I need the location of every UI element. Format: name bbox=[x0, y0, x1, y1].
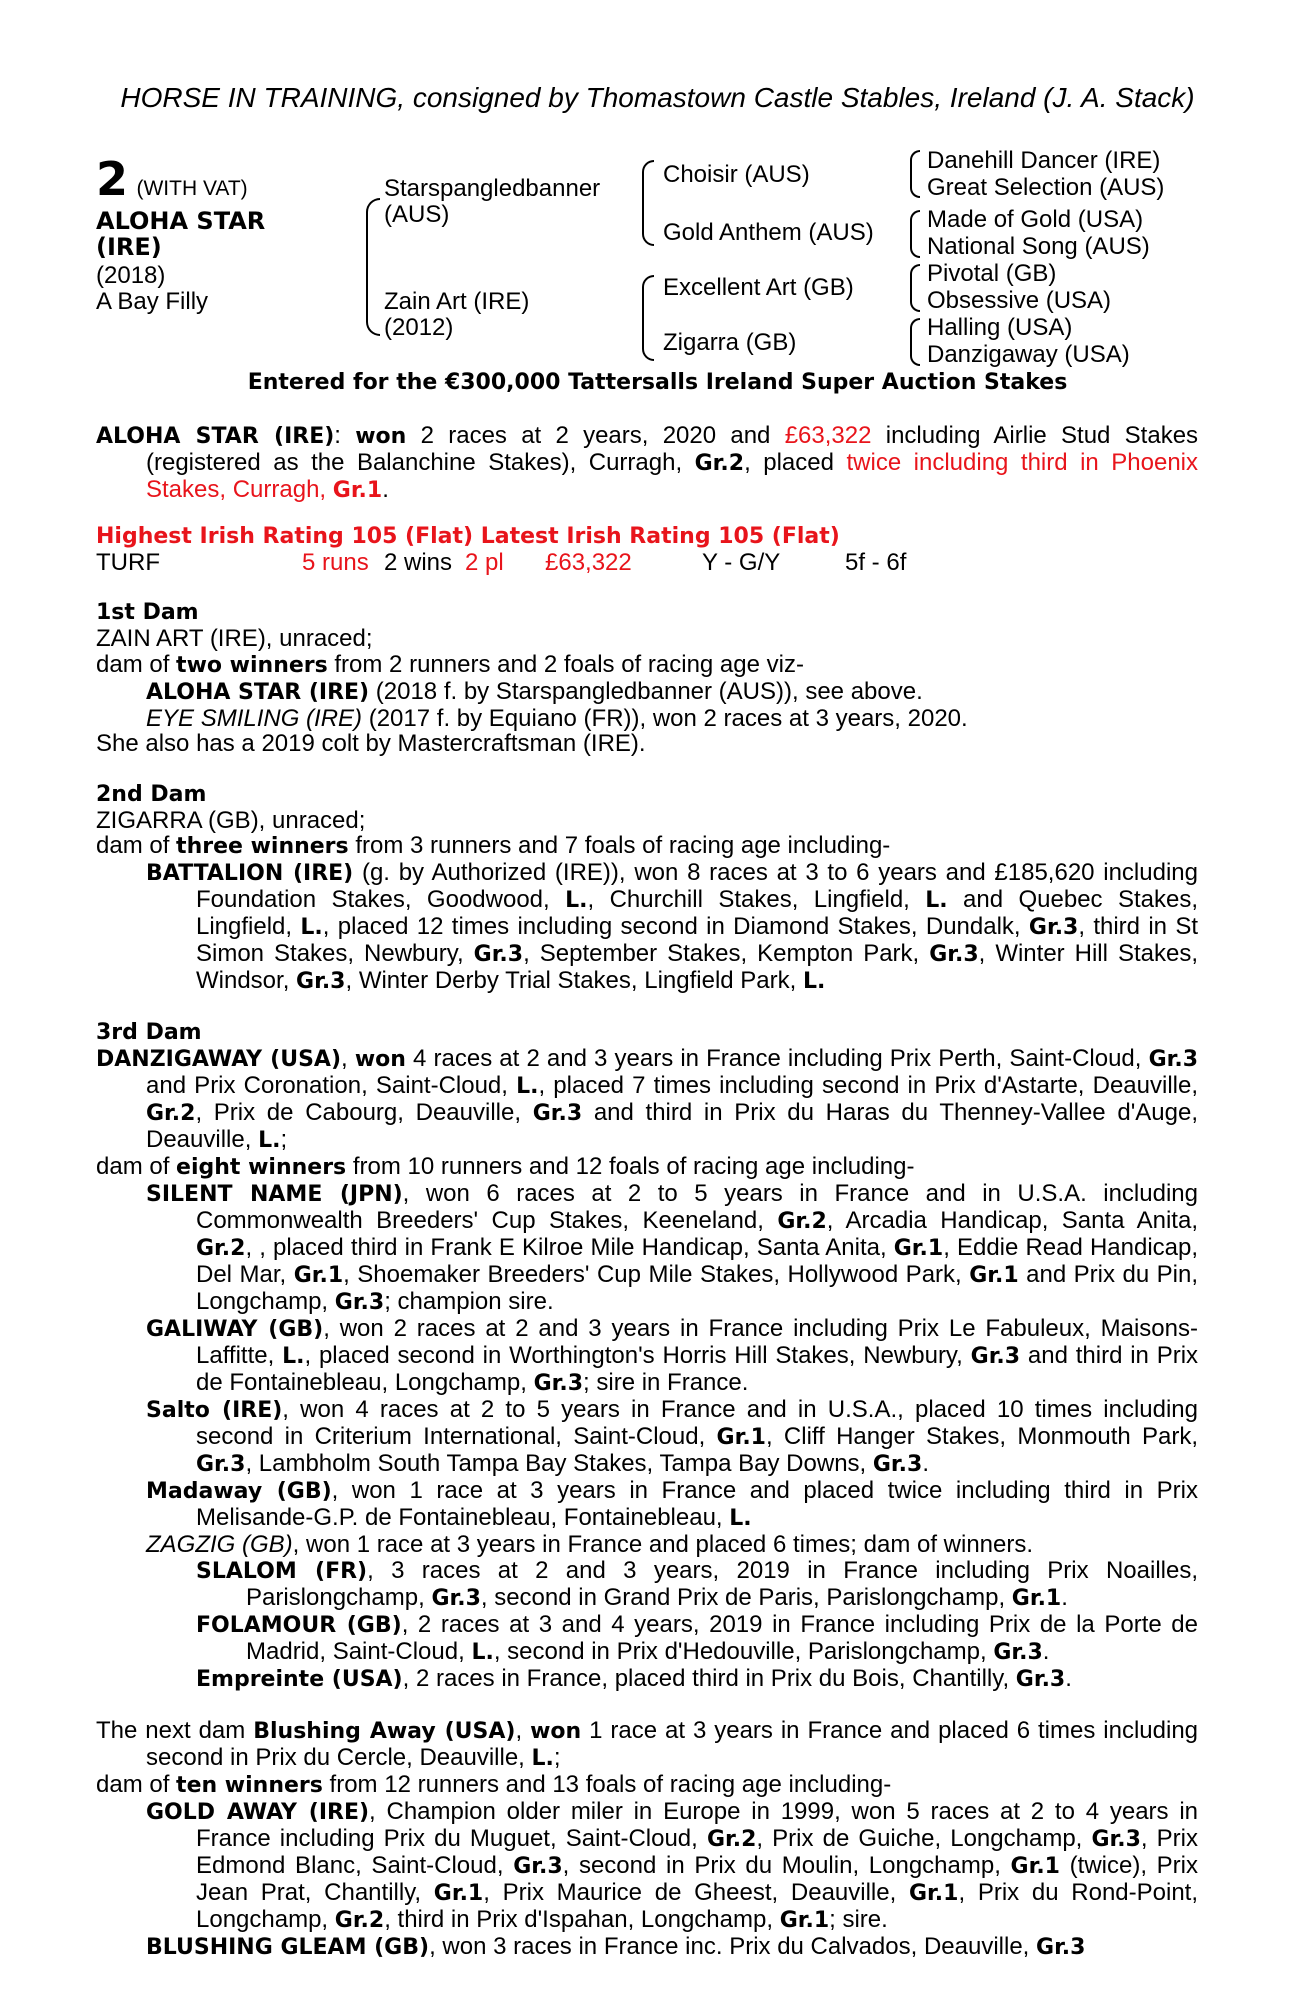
pedigree-brace-1 bbox=[366, 198, 380, 336]
list-item: FOLAMOUR (GB), 2 races at 3 and 4 years, 2019 in France including Prix de la Porte de Madrid, Saint-Cloud, L., second in Prix d'Hedouville, Parislongchamp, Gr.3. bbox=[196, 1610, 1198, 1665]
list-item: BATTALION (IRE) (g. by Authorized (IRE)), won 8 races at 3 to 6 years and £185,620 including Foundation Stakes, Goodwood, L., Churchill Stakes, Lingfield, L. and Quebec Stakes, Lingfield, L., placed 12 times including second in Diamond Stakes, Dundalk, Gr.3, third in St Simon Stakes, Newbury, Gr.3, September Stakes, Kempton Park, Gr.3, Winter Hill Stakes, Windsor, Gr.3, Winter Derby Trial Stakes, Lingfield Park, L. bbox=[146, 859, 1198, 994]
horse-name: ALOHA STAR (IRE) bbox=[96, 424, 335, 449]
rating-distance: 5f - 6f bbox=[845, 549, 907, 576]
lot-number: 2 bbox=[96, 152, 129, 206]
sire-line2: (AUS) bbox=[384, 201, 450, 228]
horse-name-line2: (IRE) bbox=[96, 233, 162, 261]
rating-headline: Highest Irish Rating 105 (Flat) Latest Irish Rating 105 (Flat) bbox=[96, 524, 840, 549]
dam-sire: Excellent Art (GB) bbox=[663, 274, 854, 301]
g3-ancestor: Danehill Dancer (IRE) bbox=[927, 147, 1161, 174]
sire-dam: Gold Anthem (AUS) bbox=[663, 219, 874, 246]
next-dam-paragraph: The next dam Blushing Away (USA), won 1 race at 3 years in France and placed 6 times including second in Prix du Cercle, Deauville, L.; bbox=[96, 1716, 1199, 1771]
dam-dam: Zigarra (GB) bbox=[663, 329, 797, 356]
rating-wins: 2 wins bbox=[384, 549, 453, 576]
list-item: SILENT NAME (JPN), won 6 races at 2 to 5 years in France and in U.S.A. including Commonwealth Breeders' Cup Stakes, Keeneland, Gr.2, Arcadia Handicap, Santa Anita, Gr.2, , placed third in Frank E Kilroe Mile Handicap, Santa Anita, Gr.1, Eddie Read Handicap, Del Mar, Gr.1, Shoemaker Breeders' Cup Mile Stakes, Hollywood Park, Gr.1 and Prix du Pin, Longchamp, Gr.3; champion sire. bbox=[146, 1180, 1199, 1315]
list-item: GALIWAY (GB), won 2 races at 2 and 3 years in France including Prix Le Fabuleux, Maisons-Laffitte, L., placed second in Worthington's Horris Hill Stakes, Newbury, Gr.3 and third in Prix de Fontainebleau, Longchamp, Gr.3; sire in France. bbox=[146, 1315, 1199, 1396]
entered-note: Entered for the €300,000 Tattersalls Ireland Super Auction Stakes bbox=[247, 370, 1068, 395]
list-item: Madaway (GB), won 1 race at 3 years in France and placed twice including third in Prix Melisande-G.P. de Fontainebleau, Fontainebleau, L. bbox=[146, 1477, 1198, 1531]
list-item: GOLD AWAY (IRE), Champion older miler in Europe in 1999, won 5 races at 2 to 4 years in France including Prix du Muguet, Saint-Cloud, Gr.2, Prix de Guiche, Longchamp, Gr.3, Prix Edmond Blanc, Saint-Cloud, Gr.3, second in Prix du Moulin, Longchamp, Gr.1 (twice), Prix Jean Prat, Chantilly, Gr.1, Prix Maurice de Gheest, Deauville, Gr.1, Prix du Rond-Point, Longchamp, Gr.2, third in Prix d'Ispahan, Longchamp, Gr.1; sire. bbox=[146, 1797, 1199, 1933]
g3-ancestor: Obsessive (USA) bbox=[927, 287, 1112, 314]
third-dam-heading: 3rd Dam bbox=[96, 1020, 202, 1045]
lot-number-line bbox=[96, 152, 248, 206]
rating-surface: TURF bbox=[96, 549, 160, 576]
dam-line2: (2012) bbox=[384, 314, 454, 341]
sire-sire: Choisir (AUS) bbox=[663, 161, 810, 188]
list-item: Empreinte (USA), 2 races in France, placed third in Prix du Bois, Chantilly, Gr.3. bbox=[196, 1664, 1072, 1692]
second-dam-heading: 2nd Dam bbox=[96, 781, 207, 807]
rating-going: Y - G/Y bbox=[702, 549, 781, 576]
horse-name-line1: ALOHA STAR bbox=[96, 207, 266, 235]
first-dam-heading: 1st Dam bbox=[96, 600, 199, 625]
g3-ancestor: Halling (USA) bbox=[927, 314, 1073, 341]
page-title: HORSE IN TRAINING, consigned by Thomastown Castle Stables, Ireland (J. A. Stack) bbox=[120, 82, 1195, 113]
g3-ancestor: Made of Gold (USA) bbox=[927, 206, 1144, 233]
summary-paragraph: ALOHA STAR (IRE): won 2 races at 2 years, 2020 and £63,322 including Airlie Stud Stakes (registered as the Balanchine Stakes), Curragh, Gr.2, placed twice including third in Phoenix Stakes, Curragh, Gr.1. bbox=[96, 422, 1199, 503]
horse-description: A Bay Filly bbox=[96, 288, 209, 315]
dam-line1: Zain Art (IRE) bbox=[384, 288, 530, 315]
pedigree-brace-3d bbox=[910, 318, 920, 366]
g3-ancestor: Great Selection (AUS) bbox=[927, 174, 1165, 201]
pedigree-brace-2a bbox=[642, 160, 654, 246]
pedigree-brace-3b bbox=[910, 210, 920, 258]
rating-earnings: £63,322 bbox=[545, 549, 632, 576]
g3-ancestor: Pivotal (GB) bbox=[927, 260, 1057, 287]
pedigree-brace-3c bbox=[910, 264, 920, 312]
rating-placed: 2 pl bbox=[465, 549, 504, 576]
pedigree-brace-2b bbox=[642, 275, 654, 361]
pedigree-brace-3a bbox=[910, 150, 920, 198]
dam-sections: 1st Dam ZAIN ART (IRE), unraced; dam of two winners from 2 runners and 2 foals of racing age viz- ALOHA STAR (IRE) (2018 f. by Starspangledbanner (AUS)), see above. EYE SMILING (IRE) (2017 f. by Equiano (FR)), won 2 races at 3 years, 2020. She also has a 2019 colt by Mastercraftsman (IRE). 2nd Dam ZIGARRA (GB), unraced; dam of three winners from 3 runners and 7 foals of racing age including- BATTALION (IRE) (g. by Authorized (IRE)), won 8 races at 3 to 6 years and £185,620 including Foundation Stakes, Goodwood, L., Churchill Stakes, Lingfield, L. and Quebec Stakes, Lingfield, L., placed 12 times including second in Diamond Stakes, Dundalk, Gr.3, third in St Simon Stakes, Newbury, Gr.3, September Stakes, Kempton Park, Gr.3, Winter Hill Stakes, Windsor, Gr.3, Winter Derby Trial Stakes, Lingfield Park, L. 3rd Dam DANZIGAWAY (USA), won 4 races at 2 and 3 years in France including Prix Perth, Saint-Cloud, Gr.3 and Prix Coronation, Saint-Cloud, L., placed 7 times including second in Prix d'Astarte, Deauville, Gr.2, Prix de Cabourg, Deauville, Gr.3 and third in Prix du Haras du Thenney-Vallee d'Auge, Deauville, L.; dam of eight winners from 10 runners and 12 foals of racing age including- SILENT NAME (JPN), won 6 races at 2 to 5 years in France and in U.S.A. including Commonwealth Breeders' Cup Stakes, Keeneland, Gr.2, Arcadia Handicap, Santa Anita, Gr.2, , placed third in Frank E Kilroe Mile Handicap, Santa Anita, Gr.1, Eddie Read Handicap, Del Mar, Gr.1, Shoemaker Breeders' Cup Mile Stakes, Hollywood Park, Gr.1 and Prix du Pin, Longchamp, Gr.3; champion sire. GALIWAY (GB), won 2 races at 2 and 3 years in France including Prix Le Fabuleux, Maisons-Laffitte, L., placed second in Worthington's Horris Hill Stakes, Newbury, Gr.3 and third in Prix de Fontainebleau, Longchamp, Gr.3; sire in France. Salto (IRE), won 4 races at 2 to 5 years in France and in U.S.A., placed 10 times including second in Criterium International, Saint-Cloud, Gr.1, Cliff Hanger Stakes, Monmouth Park, Gr.3, Lambholm South Tampa Bay Stakes, Tampa Bay Downs, Gr.3. Madaway (GB), won 1 race at 3 years in France and placed twice including third in Prix Melisande-G.P. de Fontainebleau, Fontainebleau, L. ZAGZIG (GB), won 1 race at 3 years in France and placed 6 times; dam of winners. SLALOM (FR), 3 races at 2 and 3 years, 2019 in France including Prix Noailles, Parislongchamp, Gr.3, second in Grand Prix de Paris, Parislongchamp, Gr.1. FOLAMOUR (GB), 2 races at 3 and 4 years, 2019 in France including Prix de la Porte de Madrid, Saint-Cloud, L., second in Prix d'Hedouville, Parislongchamp, Gr.3. Empreinte (USA), 2 races in France, placed third in Prix du Bois, Chantilly, Gr.3. The next dam Blushing Away (USA), won 1 race at 3 years in France and placed 6 times including second in Prix du Cercle, Deauville, L.; dam of ten winners from 12 runners and 13 foals of racing age including- GOLD AWAY (IRE), Champion older miler in Europe in 1999, won 5 races at 2 to 4 years in France including Prix du Muguet, Saint-Cloud, Gr.2, Prix de Guiche, Longchamp, Gr.3, Prix Edmond Blanc, Saint-Cloud, Gr.3, second in Prix du Moulin, Longchamp, Gr.1 (twice), Prix Jean Prat, Chantilly, Gr.1, Prix Maurice de Gheest, Deauville, Gr.1, Prix du Rond-Point, Longchamp, Gr.2, third in Prix d'Ispahan, Longchamp, Gr.1; sire. BLUSHING GLEAM (GB), won 3 races in France inc. Prix du Calvados, Deauville, Gr.3 bbox=[96, 600, 1199, 1960]
sire-line1: Starspangledbanner bbox=[384, 175, 601, 202]
list-item: Salto (IRE), won 4 races at 2 to 5 years in France and in U.S.A., placed 10 times including second in Criterium International, Saint-Cloud, Gr.1, Cliff Hanger Stakes, Monmouth Park, Gr.3, Lambholm South Tampa Bay Stakes, Tampa Bay Downs, Gr.3. bbox=[146, 1396, 1198, 1477]
g3-ancestor: National Song (AUS) bbox=[927, 233, 1150, 260]
list-item: ZAGZIG (GB), won 1 race at 3 years in France and placed 6 times; dam of winners. bbox=[146, 1531, 1034, 1558]
list-item: EYE SMILING (IRE) (2017 f. by Equiano (FR)), won 2 races at 3 years, 2020. bbox=[146, 704, 968, 732]
list-item: BLUSHING GLEAM (GB), won 3 races in France inc. Prix du Calvados, Deauville, Gr.3 bbox=[146, 1932, 1086, 1960]
g3-ancestor: Danzigaway (USA) bbox=[927, 341, 1130, 368]
rating-runs: 5 runs bbox=[302, 549, 369, 576]
list-item: SLALOM (FR), 3 races at 2 and 3 years, 2019 in France including Prix Noailles, Parislongchamp, Gr.3, second in Grand Prix de Paris, Parislongchamp, Gr.1. bbox=[196, 1556, 1198, 1611]
earnings-value: £63,322 bbox=[784, 422, 872, 449]
foaling-year: (2018) bbox=[96, 262, 166, 289]
vat-note: (WITH VAT) bbox=[136, 177, 248, 200]
list-item: ALOHA STAR (IRE) (2018 f. by Starspangledbanner (AUS)), see above. bbox=[146, 677, 923, 705]
